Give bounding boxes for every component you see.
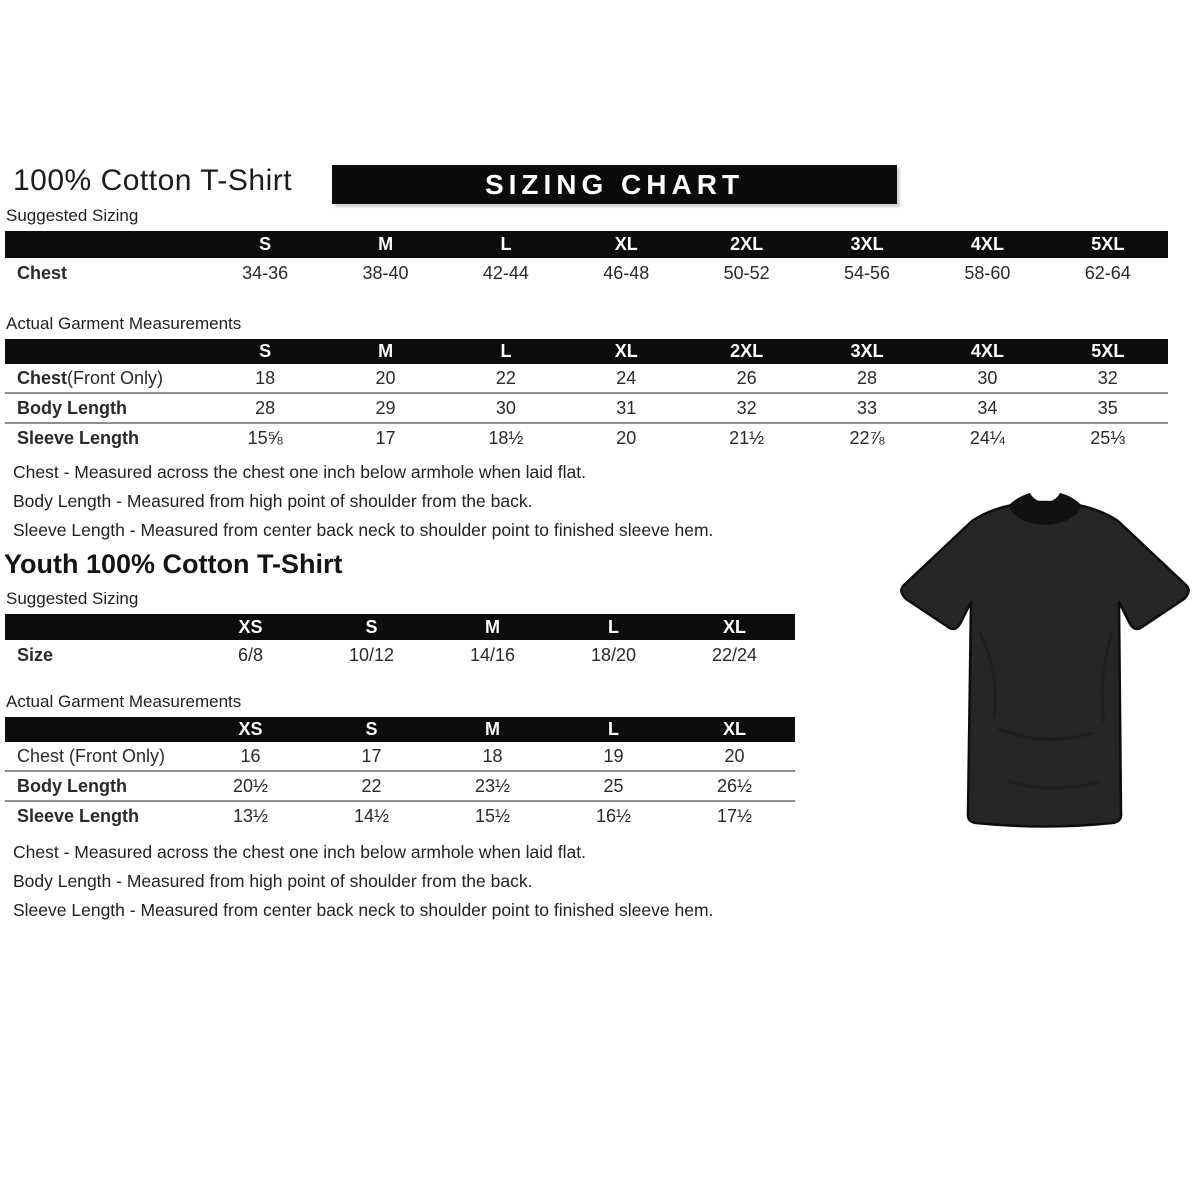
table-row [5, 742, 795, 770]
youth-suggested-sizing-table [5, 614, 795, 670]
table-cell: 20 [616, 427, 637, 448]
column-header: XL [722, 719, 746, 739]
table-cell: 22/24 [711, 644, 758, 665]
column-header: L [500, 341, 512, 361]
table-corner-cell [5, 614, 190, 640]
table-cell: 30 [495, 397, 516, 418]
table-cell: 14½ [353, 805, 390, 826]
column-header: S [259, 341, 272, 361]
column-header: L [608, 616, 619, 637]
table-cell: 29 [375, 397, 396, 418]
table-cell: 46-48 [603, 263, 650, 283]
table-cell: 16½ [595, 805, 632, 826]
column-header: S [365, 616, 378, 637]
table-cell: 23½ [474, 775, 511, 796]
table-cell: 42-44 [482, 263, 529, 283]
table-row [5, 258, 1168, 289]
table-cell: 18 [482, 745, 503, 766]
column-header: M [378, 234, 394, 254]
table-row [5, 800, 795, 830]
table-cell: 15½ [474, 805, 511, 826]
note-line: Chest - Measured across the chest one inch below armhole when laid flat. [13, 462, 586, 482]
adult-measurement-notes [13, 458, 713, 545]
black-t-shirt-image [890, 483, 1200, 833]
table-cell: 17 [361, 745, 382, 766]
table-row [5, 640, 795, 670]
table-cell: 31 [616, 397, 637, 418]
table-corner-cell [5, 339, 205, 364]
table-cell: 25⅓ [1090, 427, 1126, 448]
table-corner-cell [5, 717, 190, 742]
note-line: Sleeve Length - Measured from center back neck to shoulder point to finished sleeve hem. [13, 900, 714, 920]
column-header: 2XL [730, 234, 764, 254]
table-cell: 32 [1097, 367, 1118, 388]
column-header: 5XL [1091, 234, 1125, 254]
table-cell: 54-56 [844, 263, 891, 283]
table-cell: 50-52 [723, 263, 770, 283]
note-line: Body Length - Measured from high point of shoulder from the back. [13, 491, 533, 511]
table-cell: 17½ [716, 805, 753, 826]
table-cell: 28 [857, 367, 878, 388]
column-header: 4XL [970, 341, 1004, 361]
table-corner-cell [5, 231, 205, 258]
table-cell: 30 [977, 367, 998, 388]
table-cell: 10/12 [348, 644, 395, 665]
column-header: M [485, 616, 500, 637]
table-cell: 58-60 [964, 263, 1011, 283]
table-cell: 22 [361, 775, 382, 796]
column-header: L [500, 234, 512, 254]
row-label: Size [17, 644, 54, 665]
table-cell: 26 [736, 367, 757, 388]
column-header: S [259, 234, 272, 254]
page-title: 100% Cotton T-Shirt [13, 164, 293, 197]
table-cell: 35 [1097, 397, 1118, 418]
column-header: 5XL [1091, 341, 1125, 361]
row-label: Body Length [17, 775, 127, 796]
table-cell: 20 [724, 745, 745, 766]
table-cell: 13½ [232, 805, 269, 826]
table-header-row [5, 614, 795, 640]
row-label [5, 364, 205, 392]
youth-suggested-sizing-label: Suggested Sizing [6, 589, 139, 608]
table-cell: 24¼ [969, 427, 1005, 448]
table-cell: 6/8 [237, 644, 264, 665]
row-label: Chest [17, 263, 68, 283]
tshirt-body [901, 502, 1188, 827]
table-cell: 28 [255, 397, 276, 418]
adult-actual-measurements-table [5, 339, 1168, 452]
column-header: S [365, 719, 378, 739]
youth-section-title: Youth 100% Cotton T-Shirt [4, 549, 343, 579]
table-cell: 18/20 [590, 644, 637, 665]
table-cell: 25 [603, 775, 624, 796]
column-header: 3XL [850, 341, 884, 361]
column-header: 4XL [970, 234, 1004, 254]
sizing-chart-banner [332, 165, 897, 204]
table-header-row [5, 339, 1168, 364]
youth-measurement-notes [13, 838, 713, 925]
table-row [5, 364, 1168, 392]
table-cell: 14/16 [469, 644, 516, 665]
youth-actual-measurements-label: Actual Garment Measurements [6, 692, 242, 711]
table-cell: 24 [616, 367, 637, 388]
table-row [5, 770, 795, 800]
table-cell: 18½ [488, 427, 524, 448]
row-label: Body Length [17, 397, 127, 418]
adult-suggested-sizing-label: Suggested Sizing [6, 206, 139, 225]
adult-suggested-sizing-table [5, 231, 1168, 289]
youth-actual-measurements-table [5, 717, 795, 830]
table-row [5, 392, 1168, 422]
table-cell: 22 [495, 367, 516, 388]
table-cell: 17 [375, 427, 396, 448]
column-header: XL [614, 341, 638, 361]
table-cell: 18 [255, 367, 276, 388]
sizing-chart-banner-label: SIZING CHART [484, 168, 745, 200]
column-header: XS [238, 616, 263, 637]
column-header: 2XL [730, 341, 764, 361]
column-header: XS [238, 719, 263, 739]
adult-actual-measurements-label: Actual Garment Measurements [6, 314, 242, 333]
note-line: Body Length - Measured from high point of shoulder from the back. [13, 871, 533, 891]
table-cell: 16 [240, 745, 261, 766]
table-cell: 62-64 [1084, 263, 1131, 283]
table-cell: 20 [375, 367, 396, 388]
column-header: 3XL [850, 234, 884, 254]
column-header: M [485, 719, 500, 739]
table-row [5, 422, 1168, 452]
column-header: XL [722, 616, 746, 637]
table-cell: 19 [603, 745, 624, 766]
note-line: Chest - Measured across the chest one inch below armhole when laid flat. [13, 842, 586, 862]
table-header-row [5, 717, 795, 742]
column-header: L [608, 719, 619, 739]
table-cell: 20½ [232, 775, 269, 796]
column-header: XL [614, 234, 638, 254]
note-line: Sleeve Length - Measured from center back neck to shoulder point to finished sleeve hem. [13, 520, 714, 540]
table-header-row [5, 231, 1168, 258]
table-cell: 22⅞ [849, 427, 885, 448]
row-label: Sleeve Length [17, 427, 140, 448]
table-cell: 32 [736, 397, 757, 418]
row-label-suffix: (Front Only) [67, 367, 164, 388]
row-label-main: Chest [17, 367, 68, 388]
table-cell: 15⅝ [247, 427, 283, 448]
table-cell: 33 [857, 397, 878, 418]
row-label: Chest (Front Only) [17, 745, 166, 766]
table-cell: 38-40 [362, 263, 409, 283]
table-cell: 34-36 [242, 263, 289, 283]
column-header: M [378, 341, 394, 361]
table-cell: 34 [977, 397, 998, 418]
table-cell: 26½ [716, 775, 753, 796]
row-label: Sleeve Length [17, 805, 140, 826]
table-cell: 21½ [729, 427, 765, 448]
